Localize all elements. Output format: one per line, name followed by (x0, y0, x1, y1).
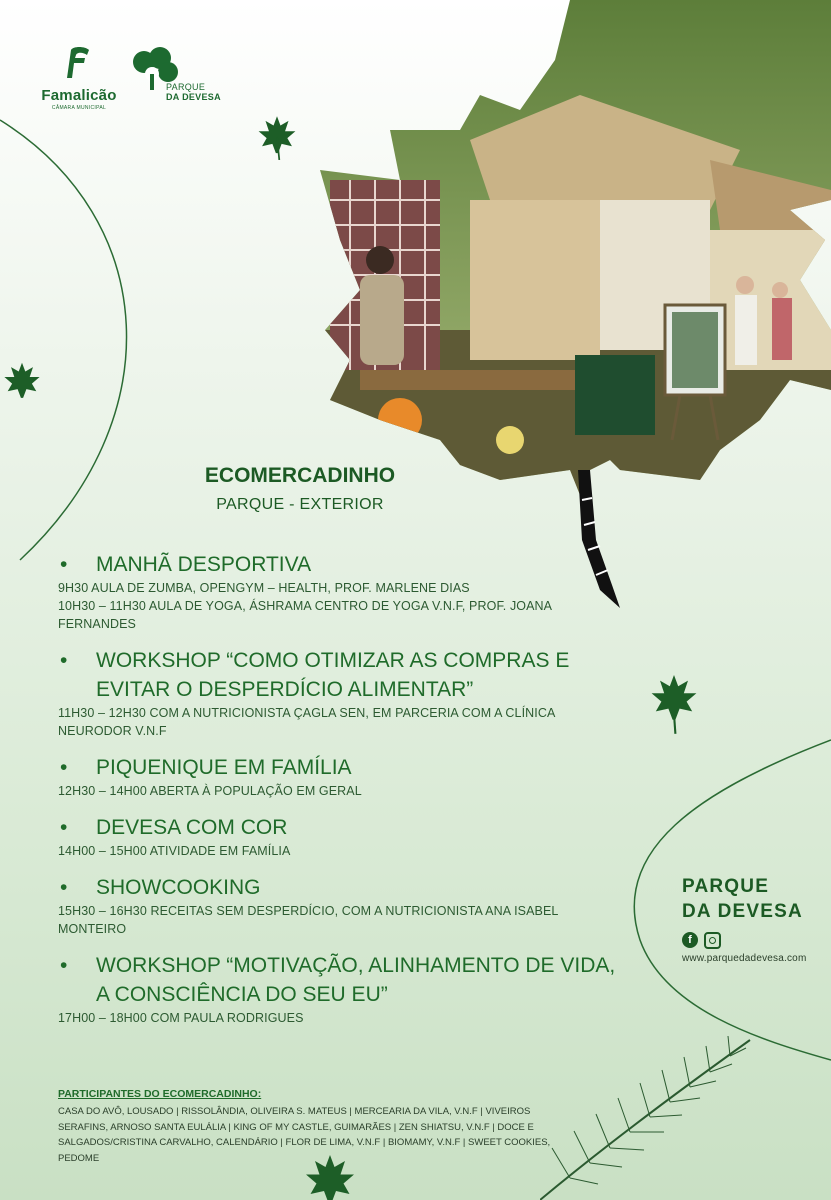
program-item (58, 753, 618, 800)
participants-heading: PARTICIPANTES DO ECOMERCADINHO: (58, 1088, 262, 1100)
program-item-title: MANHÃ DESPORTIVA (96, 553, 312, 576)
program-item (58, 813, 618, 860)
program-item-detail: 12H30 – 14H00 ABERTA À POPULAÇÃO EM GERAL (58, 784, 362, 798)
program-list (58, 550, 618, 1040)
program-item-title: PIQUENIQUE EM FAMÍLIA (96, 756, 352, 779)
program-item (58, 550, 618, 633)
parque-logo-line1: PARQUE (166, 82, 206, 92)
program-item-detail: 14H00 – 15H00 ATIVIDADE EM FAMÍLIA (58, 844, 291, 858)
instagram-icon[interactable] (704, 932, 721, 949)
participants-section (58, 1088, 558, 1166)
program-item-detail: 9H30 AULA DE ZUMBA, OPENGYM – HEALTH, PROF. MARLENE DIAS (58, 581, 470, 595)
leaf-icon (0, 358, 44, 418)
program-item-title: WORKSHOP “MOTIVAÇÃO, ALINHAMENTO DE VIDA, A CONSCIÊNCIA DO SEU EU” (96, 954, 616, 1006)
program-item-title: SHOWCOOKING (96, 876, 261, 899)
event-subtitle: PARQUE - EXTERIOR (216, 496, 384, 513)
leaf-icon (646, 672, 702, 734)
program-item-detail: 11H30 – 12H30 COM A NUTRICIONISTA ÇAGLA SEN, EM PARCERIA COM A CLÍNICA NEURODOR V.N.F (58, 706, 555, 738)
social-icons (682, 932, 822, 949)
fern-illustration (540, 1030, 760, 1200)
leaf-icon (254, 114, 300, 160)
famalicao-subtitle: CÂMARA MUNICIPAL (51, 105, 107, 111)
program-item (58, 873, 618, 938)
program-item-detail: 17H00 – 18H00 COM PAULA RODRIGUES (58, 1011, 304, 1025)
bullet: • (60, 954, 68, 977)
famalicao-name: Famalicão (41, 87, 117, 104)
parque-logo-line2: DA DEVESA (166, 92, 221, 102)
website-url[interactable]: www.parquedadevesa.com (682, 953, 807, 964)
program-item-title: WORKSHOP “COMO OTIMIZAR AS COMPRAS E EVITAR O DESPERDÍCIO ALIMENTAR” (96, 649, 570, 701)
facebook-icon[interactable]: f (682, 932, 698, 948)
event-title: ECOMERCADINHO (204, 464, 396, 487)
bullet: • (60, 553, 68, 576)
bullet: • (60, 816, 68, 839)
bullet: • (60, 876, 68, 899)
participants-list: CASA DO AVÔ, LOUSADO | RISSOLÂNDIA, OLIVEIRA S. MATEUS | MERCEARIA DA VILA, V.N.F | VIVEIROS SERAFINS, ARNOSO SANTA EULÁLIA | KING OF MY CASTLE, GUIMARÃES | ZEN SHIATSU, V.N.F | DOCE E SALGADOS/CRISTINA CARVALHO, CALENDÁRIO | FLOR DE LIMA, V.N.F | BIOMAMY, V.N.F | SWEET COOKIES, PEDOME (58, 1106, 551, 1164)
brand-line2: DA DEVESA (682, 901, 803, 922)
program-item-title: DEVESA COM COR (96, 816, 288, 839)
program-item-detail: 15H30 – 16H30 RECEITAS SEM DESPERDÍCIO, COM A NUTRICIONISTA ANA ISABEL MONTEIRO (58, 904, 558, 936)
program-item (58, 646, 618, 740)
program-item-detail: 10H30 – 11H30 AULA DE YOGA, ÁSHRAMA CENTRO DE YOGA V.N.F, PROF. JOANA FERNANDES (58, 599, 552, 631)
famalicao-mark-icon (67, 46, 91, 80)
parque-da-devesa-logo (130, 46, 230, 106)
famalicao-logo (34, 46, 124, 111)
program-item (58, 951, 618, 1027)
parque-devesa-brand (682, 874, 822, 964)
brand-line1: PARQUE (682, 876, 770, 897)
bullet: • (60, 649, 68, 672)
bullet: • (60, 756, 68, 779)
market-photo-leaf (320, 0, 831, 610)
